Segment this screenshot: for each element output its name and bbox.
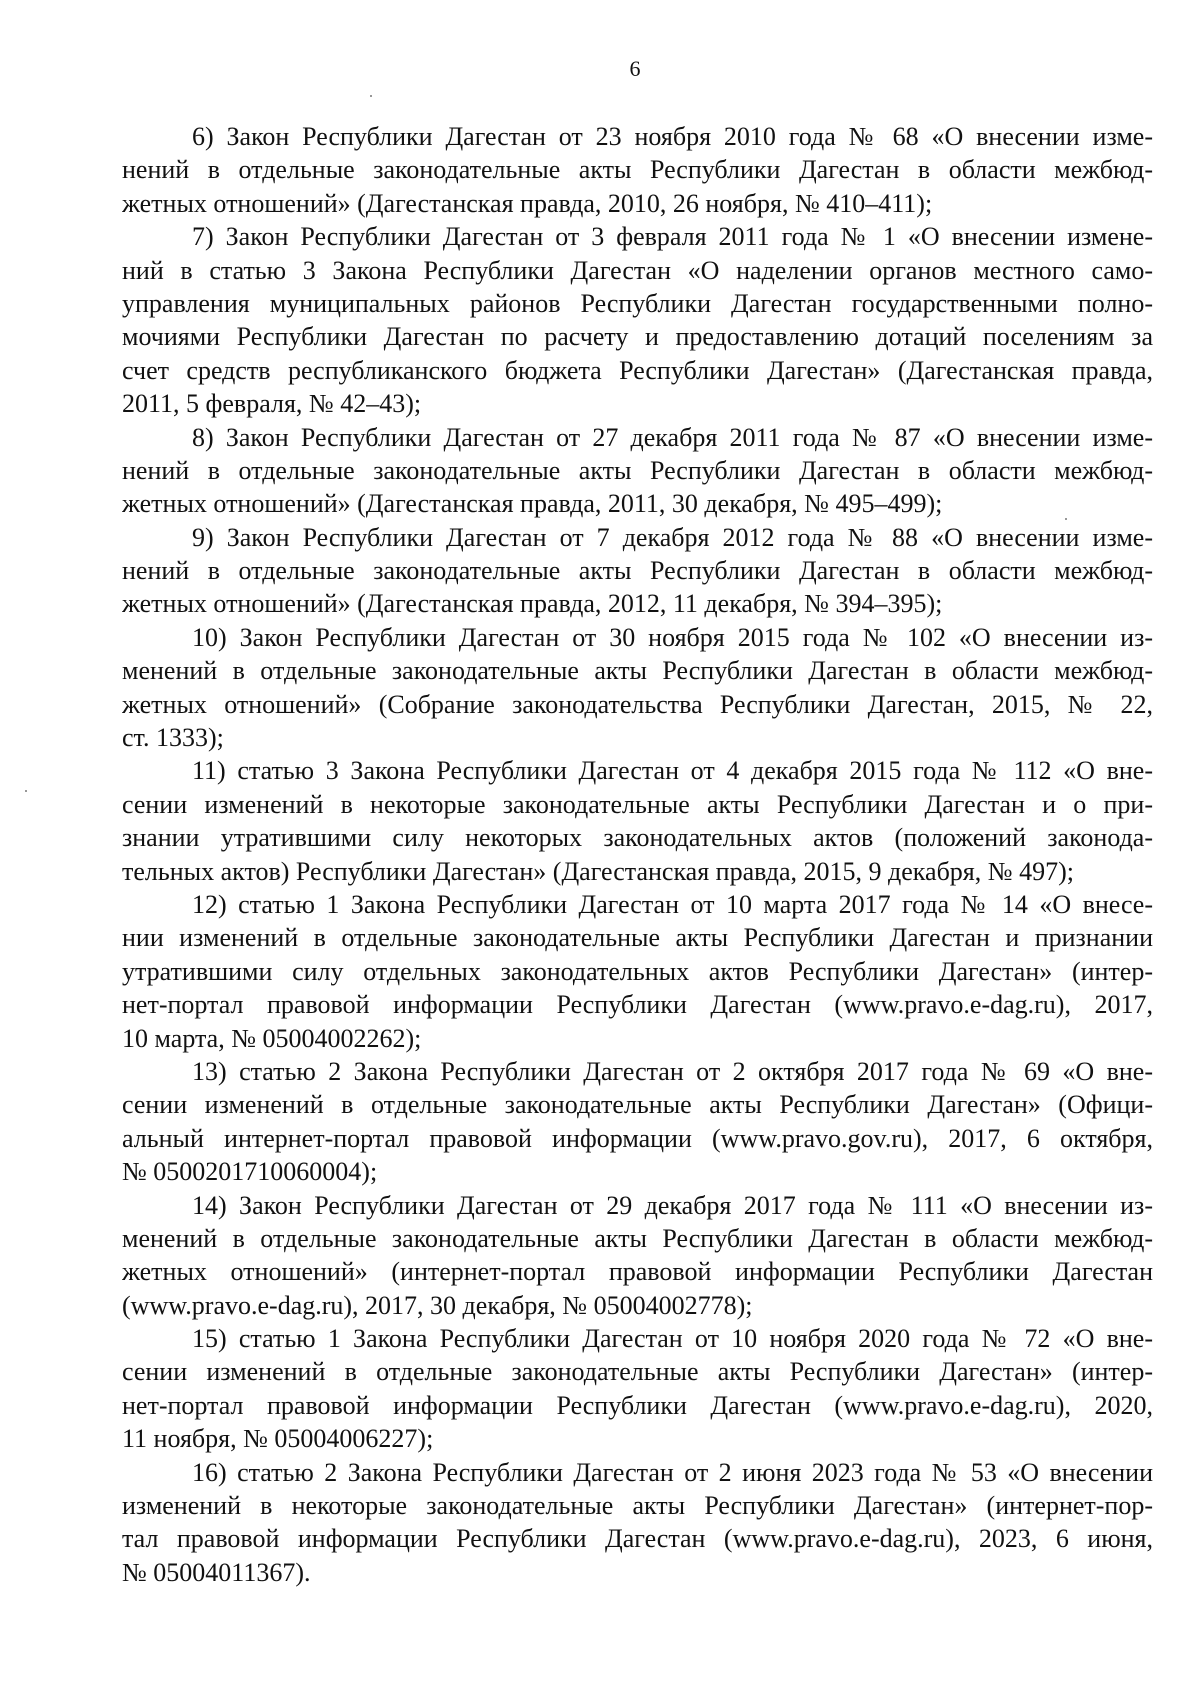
text-line: 14) Закон Республики Дагестан от 29 декабря 2017 года № 111 «О внесении из- (192, 1190, 1153, 1220)
list-item (122, 120, 1153, 220)
text-line: менений в отдельные законодательные акты Республики Дагестан в области межбюд- (122, 656, 1153, 686)
text-line: 12) статью 1 Закона Республики Дагестан от 10 марта 2017 года № 14 «О внесе- (192, 889, 1153, 919)
text-line: жетных отношений» (Собрание законодательства Республики Дагестан, 2015, № 22, (122, 689, 1153, 719)
text-line: 9) Закон Республики Дагестан от 7 декабря 2012 года № 88 «О внесении изме- (192, 522, 1153, 552)
list-item (122, 754, 1153, 888)
list-item (122, 1322, 1153, 1456)
text-line: мочиями Республики Дагестан по расчету и предоставлению дотаций поселениям за (122, 322, 1153, 352)
text-line: ний в статью 3 Закона Республики Дагестан «О наделении органов местного само- (122, 255, 1153, 285)
text-line: жетных отношений» (интернет-портал правовой информации Республики Дагестан (122, 1257, 1153, 1287)
text-line: нии изменений в отдельные законодательные акты Республики Дагестан и признании (122, 923, 1153, 953)
text-line: 2011, 5 февраля, № 42–43); (122, 389, 422, 419)
text-line: 15) статью 1 Закона Республики Дагестан от 10 ноября 2020 года № 72 «О вне- (192, 1324, 1153, 1354)
text-line: 13) статью 2 Закона Республики Дагестан от 2 октября 2017 года № 69 «О вне- (192, 1056, 1153, 1086)
text-line: утратившими силу отдельных законодательных актов Республики Дагестан» (интер- (122, 956, 1153, 986)
text-line: знании утратившими силу некоторых законодательных актов (положений законода- (122, 823, 1153, 853)
text-line: счет средств республиканского бюджета Республики Дагестан» (Дагестанская правда, (122, 355, 1153, 385)
text-line: 11 ноября, № 05004006227); (122, 1424, 434, 1454)
list-item (122, 1055, 1153, 1189)
list-item (122, 888, 1153, 1055)
text-line: 10) Закон Республики Дагестан от 30 ноября 2015 года № 102 «О внесении из- (192, 622, 1153, 652)
scan-artifact (25, 790, 27, 792)
text-line: сении изменений в отдельные законодательные акты Республики Дагестан» (Офици- (122, 1090, 1153, 1120)
text-line: 8) Закон Республики Дагестан от 27 декабря 2011 года № 87 «О внесении изме- (192, 422, 1153, 452)
text-line: тал правовой информации Республики Дагестан (www.pravo.e-dag.ru), 2023, 6 июня, (122, 1524, 1153, 1554)
text-line: жетных отношений» (Дагестанская правда, 2010, 26 ноября, № 410–411); (122, 188, 933, 218)
text-line: нений в отдельные законодательные акты Республики Дагестан в области межбюд- (122, 155, 1153, 185)
text-line: 7) Закон Республики Дагестан от 3 февраля 2011 года № 1 «О внесении измене- (192, 222, 1153, 252)
text-line: 16) статью 2 Закона Республики Дагестан от 2 июня 2023 года № 53 «О внесении (192, 1457, 1153, 1487)
list-item (122, 220, 1153, 420)
list-item (122, 521, 1153, 621)
text-line: изменений в некоторые законодательные акты Республики Дагестан» (интернет-пор- (122, 1491, 1153, 1521)
list-item (122, 421, 1153, 521)
text-line: сении изменений в отдельные законодательные акты Республики Дагестан» (интер- (122, 1357, 1153, 1387)
text-line: жетных отношений» (Дагестанская правда, 2012, 11 декабря, № 394–395); (122, 589, 943, 619)
text-line: 6) Закон Республики Дагестан от 23 ноября 2010 года № 68 «О внесении изме- (192, 122, 1153, 151)
text-line: № 0500201710060004); (122, 1157, 378, 1187)
document-body (122, 120, 1153, 1589)
text-line: ст. 1333); (122, 723, 224, 753)
scan-artifact (1065, 518, 1067, 520)
text-line: (www.pravo.e-dag.ru), 2017, 30 декабря, № 05004002778); (122, 1290, 753, 1320)
scan-artifact (370, 95, 372, 97)
text-line: нений в отдельные законодательные акты Республики Дагестан в области межбюд- (122, 556, 1153, 586)
text-line: 10 марта, № 05004002262); (122, 1023, 422, 1053)
list-item (122, 1456, 1153, 1590)
text-line: альный интернет-портал правовой информации (www.pravo.gov.ru), 2017, 6 октября, (122, 1123, 1153, 1153)
text-line: жетных отношений» (Дагестанская правда, 2011, 30 декабря, № 495–499); (122, 489, 943, 519)
page-number: 6 (629, 56, 641, 81)
text-line: тельных актов) Республики Дагестан» (Дагестанская правда, 2015, 9 декабря, № 497); (122, 856, 1074, 886)
text-line: менений в отдельные законодательные акты Республики Дагестан в области межбюд- (122, 1223, 1153, 1253)
text-line: нений в отдельные законодательные акты Республики Дагестан в области межбюд- (122, 455, 1153, 485)
text-line: нет-портал правовой информации Республики Дагестан (www.pravo.e-dag.ru), 2017, (122, 990, 1153, 1020)
text-line: управления муниципальных районов Республики Дагестан государственными полно- (122, 288, 1153, 318)
list-item (122, 621, 1153, 755)
text-line: 11) статью 3 Закона Республики Дагестан от 4 декабря 2015 года № 112 «О вне- (192, 756, 1153, 786)
text-line: № 05004011367). (122, 1557, 311, 1587)
list-item (122, 1189, 1153, 1323)
text-line: нет-портал правовой информации Республики Дагестан (www.pravo.e-dag.ru), 2020, (122, 1390, 1153, 1420)
text-line: сении изменений в некоторые законодательные акты Республики Дагестан и о при- (122, 789, 1153, 819)
